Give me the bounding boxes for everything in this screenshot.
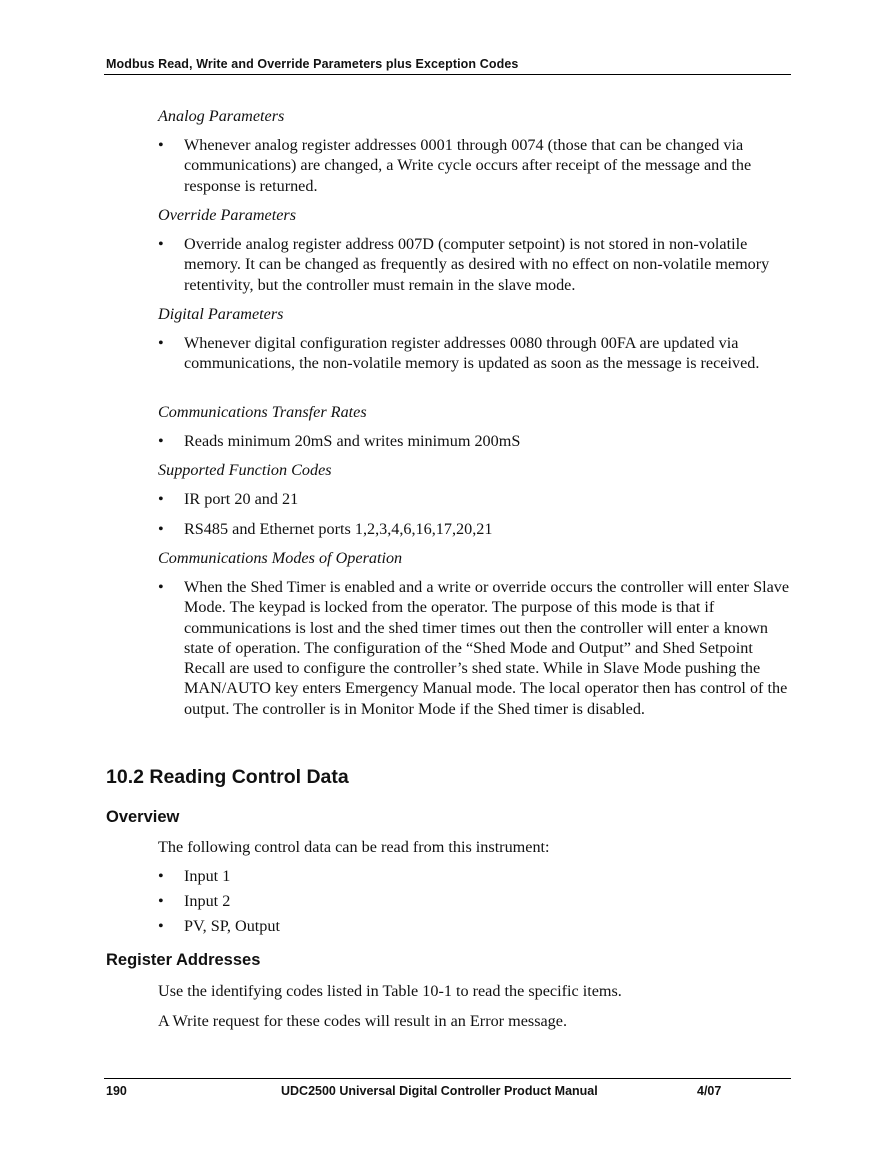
register-addresses-paragraph: Use the identifying codes listed in Table 10-1 to read the specific items. xyxy=(158,982,622,1000)
register-addresses-paragraph: A Write request for these codes will result in an Error message. xyxy=(158,1012,568,1030)
overview-item-text: Input 2 xyxy=(184,892,231,910)
overview-heading: Overview xyxy=(106,808,180,826)
bullet-mark: • xyxy=(158,235,164,253)
bullet-mark: • xyxy=(158,867,164,885)
override-bullet-text: Override analog register address 007D (computer setpoint) is not stored in non-volatile memory. It can be changed as frequently as desired with no effect on non-volatile memory retentivity, but the controller must remain in the slave mode. xyxy=(184,235,770,294)
transfer-rates-heading: Communications Transfer Rates xyxy=(158,403,367,421)
footer-date: 4/07 xyxy=(697,1084,722,1098)
analog-bullet-text: Whenever analog register addresses 0001 through 0074 (those that can be changed via communications) are changed, a Write cycle occurs after receipt of the message and the response is returned. xyxy=(184,136,752,195)
modes-bullet-text: When the Shed Timer is enabled and a write or override occurs the controller will enter Slave Mode. The keypad is locked from the operator. The purpose of this mode is that if communications is lost and the shed timer times out then the controller will enter a known state of operation. The configuration of the “Shed Mode and Output” and Shed Setpoint Recall are used to configure the controller’s shed state. While in Slave Mode pushing the MAN/AUTO key enters Emergency Manual mode. The local operator then has control of the output. The controller is in Monitor Mode if the Shed timer is disabled. xyxy=(184,578,790,718)
bullet-mark: • xyxy=(158,136,164,154)
overview-intro: The following control data can be read from this instrument: xyxy=(158,838,550,856)
bullet-mark: • xyxy=(158,432,164,450)
transfer-bullet-text: Reads minimum 20mS and writes minimum 200mS xyxy=(184,432,521,450)
bullet-mark: • xyxy=(158,578,164,596)
bullet-mark: • xyxy=(158,334,164,352)
digital-bullet-text: Whenever digital configuration register addresses 0080 through 00FA are updated via communications, the non-volatile memory is updated as soon as the message is received. xyxy=(184,334,760,373)
bullet-mark: • xyxy=(158,520,164,538)
running-header: Modbus Read, Write and Override Parameters plus Exception Codes xyxy=(106,57,519,71)
bullet-mark: • xyxy=(158,917,164,935)
register-addresses-heading: Register Addresses xyxy=(106,951,261,969)
bullet-mark: • xyxy=(158,490,164,508)
overview-item-text: PV, SP, Output xyxy=(184,917,280,935)
function-codes-bullet-text: RS485 and Ethernet ports 1,2,3,4,6,16,17,20,21 xyxy=(184,520,493,538)
override-parameters-heading: Override Parameters xyxy=(158,206,297,224)
digital-parameters-heading: Digital Parameters xyxy=(158,305,284,323)
section-10-2-heading: 10.2 Reading Control Data xyxy=(106,766,349,788)
overview-item-text: Input 1 xyxy=(184,867,231,885)
page-number: 190 xyxy=(106,1084,127,1098)
analog-parameters-heading: Analog Parameters xyxy=(158,107,285,125)
manual-title: UDC2500 Universal Digital Controller Product Manual xyxy=(281,1084,598,1098)
footer-rule xyxy=(104,1078,791,1079)
bullet-mark: • xyxy=(158,892,164,910)
modes-heading: Communications Modes of Operation xyxy=(158,549,403,567)
function-codes-heading: Supported Function Codes xyxy=(158,461,332,479)
function-codes-bullet-text: IR port 20 and 21 xyxy=(184,490,299,508)
header-rule xyxy=(104,74,791,75)
